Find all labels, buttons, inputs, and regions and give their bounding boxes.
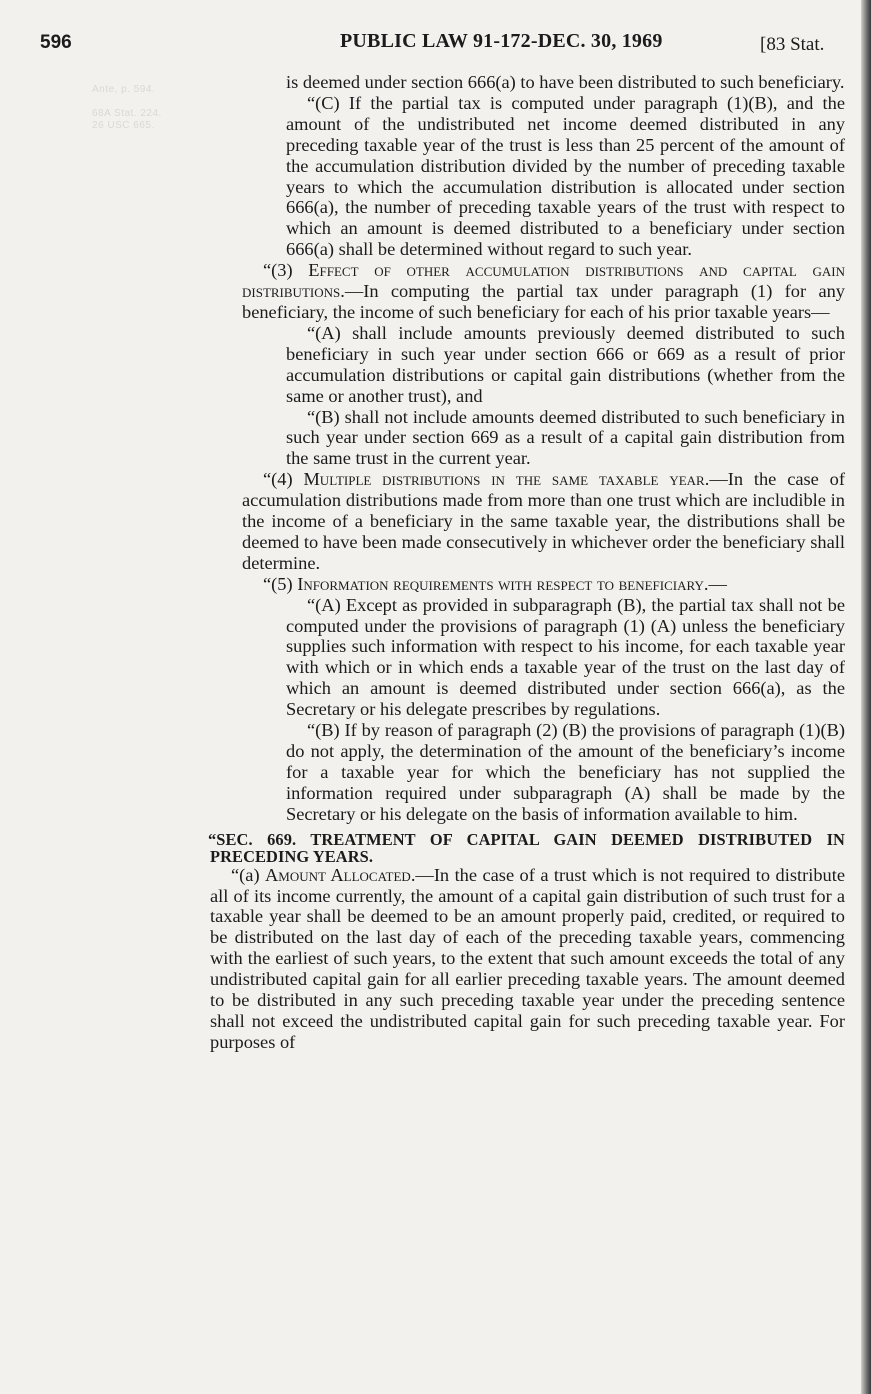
statute-body <box>208 72 845 1053</box>
paragraph-label: “(3) <box>263 260 309 281</box>
running-title: PUBLIC LAW 91-172-DEC. 30, 1969 <box>340 30 663 52</box>
paragraph: “(B) shall not include amounts deemed distributed to such beneficiary in such year under section 669 as a result of a capital gain distribution from the same trust in the current year. <box>286 406 845 469</box>
paragraph-heading: Multiple distributions in the same taxable year. <box>303 469 710 490</box>
paragraph-text: —In the case of accumulation distributions made from more than one trust which are includible in the income of a beneficiary in the same taxable year, the distributions shall be deemed to have been made consecutively in whichever order the beneficiary shall determine. <box>242 469 845 573</box>
paragraph-text: —In the case of a trust which is not required to distribute all of its income currently, the amount of a capital gain distribution of such trust for a taxable year shall be deemed to be an amount properly paid, credited, or required to be distributed on the last day of each of the preceding taxable years, commencing with the earliest of such years, to the extent that such amount exceeds the total of any undistributed capital gain for all earlier preceding taxable years. The amount deemed to be distributed in any such preceding taxable year under the preceding sentence shall not exceed the undistributed capital gain for such preceding taxable year. For purposes of <box>210 864 845 1052</box>
paragraph <box>242 574 845 595</box>
paragraph-label: “(5) <box>263 573 298 594</box>
paragraph-heading: Information requirements with respect to beneficiary. <box>297 573 709 594</box>
page-header <box>0 30 871 60</box>
margin-note: 68A Stat. 224. <box>92 108 162 119</box>
paragraph-text: —In computing the partial tax under paragraph (1) for any beneficiary, the income of such beneficiary for each of his prior taxable years— <box>242 281 845 322</box>
book-spine-shadow <box>861 0 871 1394</box>
paragraph-label: “(a) <box>231 864 266 885</box>
paragraph-heading: Amount Allocated. <box>265 864 416 885</box>
paragraph-text: — <box>708 573 727 594</box>
paragraph <box>210 865 845 1053</box>
paragraph: “(A) shall include amounts previously deemed distributed to such beneficiary in such year under section 666 or 669 as a result of prior accumulation distributions or capital gain distributions (whether from the same or another trust), and <box>286 322 845 406</box>
paragraph: “(C) If the partial tax is computed under paragraph (1)(B), and the amount of the undistributed net income deemed distributed in any preceding taxable year of the trust is less than 25 percent of the amount of the accumulation distribution divided by the number of preceding taxable years to which the accumulation distribution is allocated under section 666(a), the number of preceding taxable years of the trust with respect to which an amount is deemed distributed to a beneficiary under section 666(a) shall be determined without regard to such year. <box>286 92 845 260</box>
paragraph: “(A) Except as provided in subparagraph (B), the partial tax shall not be computed under the provisions of paragraph (1) (A) unless the beneficiary supplies such information with respect to his income, for each taxable year with which or in which ends a taxable year of the trust on the last day of which an amount is deemed distributed under section 666(a), as the Secretary or his delegate prescribes by regulations. <box>286 594 845 720</box>
section-heading: “SEC. 669. TREATMENT OF CAPITAL GAIN DEEMED DISTRIBUTED IN PRECEDING YEARS. <box>208 829 845 866</box>
paragraph-heading: Effect of other accumulation distributions and capital gain distributions. <box>242 260 845 302</box>
paragraph-label: “(4) <box>263 469 304 490</box>
paragraph: is deemed under section 666(a) to have been distributed to such beneficiary. <box>286 72 845 92</box>
statute-reference: [83 Stat. <box>760 34 825 55</box>
margin-note: 26 USC 665. <box>92 120 155 131</box>
paragraph: “(B) If by reason of paragraph (2) (B) the provisions of paragraph (1)(B) do not apply, the determination of the amount of the beneficiary’s income for a taxable year for which the beneficiary has not supplied the information required under subparagraph (A) shall be made by the Secretary or his delegate on the basis of information available to him. <box>286 720 845 824</box>
margin-note: Ante, p. 594. <box>92 84 156 95</box>
paragraph <box>242 260 845 323</box>
page-number: 596 <box>40 32 72 53</box>
paragraph <box>242 469 845 574</box>
